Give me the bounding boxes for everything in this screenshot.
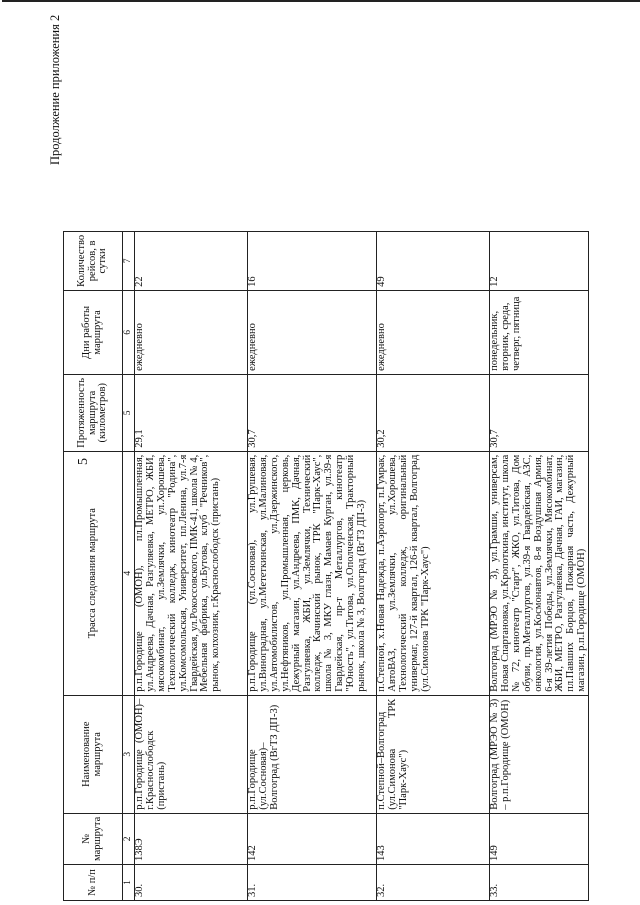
route-path: п.Степной, х.Новая Надежда, п.Аэропорт, п.Гумрак, АвтоВАЗ, ул.Землячки, ул.Хорошева, Технологический колледж, оригинальный универмаг, 127-й квартал, 126-й квартал, Волгоград (ул.Симонова ТРК "Парк-Хаус"): [377, 451, 490, 695]
column-number: 7: [123, 231, 135, 290]
route-days: ежедневно: [248, 290, 377, 374]
page-number: 5: [76, 458, 91, 465]
header-route-path: Трасса следования маршрута: [64, 451, 123, 695]
route-length: 30,2: [377, 374, 490, 451]
route-number: 142: [248, 813, 377, 864]
header-length: Протяженность маршрута (километров): [64, 374, 123, 451]
table-row: [248, 231, 377, 900]
route-name: Волгоград (МРЭО № 3) – р.п.Городище (ОМОН): [490, 695, 589, 813]
route-length: 30,7: [490, 374, 589, 451]
header-number: № п/п: [64, 865, 123, 901]
route-days: ежедневно: [377, 290, 490, 374]
continuation-heading: Продолжение приложения 2: [48, 14, 62, 165]
column-number: 2: [123, 813, 135, 864]
route-trips: 12: [490, 231, 589, 290]
header-days: Дни работы маршрута: [64, 290, 123, 374]
row-number: 30.: [135, 865, 248, 901]
route-number: 143: [377, 813, 490, 864]
route-number: 138Э: [135, 813, 248, 864]
route-name: п.Степной–Волгоград (ул.Симонова ТРК "Парк-Хаус"): [377, 695, 490, 813]
route-number: 149: [490, 813, 589, 864]
header-trips: Количество рейсов, в сутки: [64, 231, 123, 290]
route-length: 29,1: [135, 374, 248, 451]
route-trips: 49: [377, 231, 490, 290]
row-number: 31.: [248, 865, 377, 901]
table-header-row: [64, 231, 123, 900]
row-number: 32.: [377, 865, 490, 901]
header-route-name: Наименование маршрута: [64, 695, 123, 813]
route-length: 30,7: [248, 374, 377, 451]
table-row: [135, 231, 248, 900]
route-name: р.п.Городище (ОМОН)– г.Краснослободск (пристань): [135, 695, 248, 813]
column-number: 6: [123, 290, 135, 374]
column-number: 1: [123, 865, 135, 901]
route-path: р.п.Городище (ОМОН), пл.Промышленная, ул.Андреева, Дачная, Разгуляевка, МЕТРО, ЖБИ, мясокомбинат, ул.Землячки, ул.Хорошева, Технологический колледж, кинотеатр "Родина", ул.Комсомольская, Университет, пл.Ленина, ул.7-я Гвардейская, ул.Рокоссовского, ПМК-41, школа № 4, Мебельная фабрика, ул.Бутова, клуб "Речников", рынок, колхозник, г.Краснослободск (пристань): [135, 451, 248, 695]
column-number: 4: [123, 451, 135, 695]
routes-table: [63, 231, 589, 901]
route-days: понедельник, вторник, среда, четверг, пятница: [490, 290, 589, 374]
route-trips: 22: [135, 231, 248, 290]
column-number: 3: [123, 695, 135, 813]
route-path: р.п.Городище (ул.Сосновая), ул.Грушевая, ул.Виноградная, ул.Мететкинская, ул.Малиновая, ул.Автомобилистов, ул.Дзержинского, ул.Нефтяников, ул.Промышленная, церковь, Дежурный магазин, ул.Андреева, ПМК, Дачная, Разгуляевка, ЖБИ, ул.Землячки, Технический колледж, Качинский рынок, ТРК "Парк-Хаус", школа № 3, МКУ глазн, Мамаев Курган, ул.39-я Гвардейская, пр-т Металлургов, кинотеатр "Юность", ул.Титова, ул.Ополченская, Тракторный рынок, школа № 3, Волгоград (ВгТЗ ДП-3): [248, 451, 377, 695]
route-days: ежедневно: [135, 290, 248, 374]
header-route-number: № маршрута: [64, 813, 123, 864]
table-row: [377, 231, 490, 900]
column-number-row: [123, 231, 135, 900]
route-name: р.п.Городище (ул.Сосновая)– Волгоград (ВгТЗ ДП-3): [248, 695, 377, 813]
column-number: 5: [123, 374, 135, 451]
row-number: 33.: [490, 865, 589, 901]
table-row: [490, 231, 589, 900]
route-path: Волгоград (МРЭО № 3), ул.Грамши, универсам, Новая Спартановка, ул.Кропоткина, институт, школа № 72, кинотеатр "Старт", ЖКО, ул.Титова, Дом обуви, пр.Металлургов, ул.39-я Гвардейская, АЗС, онкология, ул.Космонавтов, 8-я Воздушная Армия, 6-я 39-летия Победы, ул.Землячки, Мясокомбинат, ЖБИ, МЕТРО, Разгуляевка, Дачная, ГАИ, магазин, пл.Павших Борцов, Пожарная часть, Дежурный магазин, р.п.Городище (ОМОН): [490, 451, 589, 695]
route-trips: 16: [248, 231, 377, 290]
